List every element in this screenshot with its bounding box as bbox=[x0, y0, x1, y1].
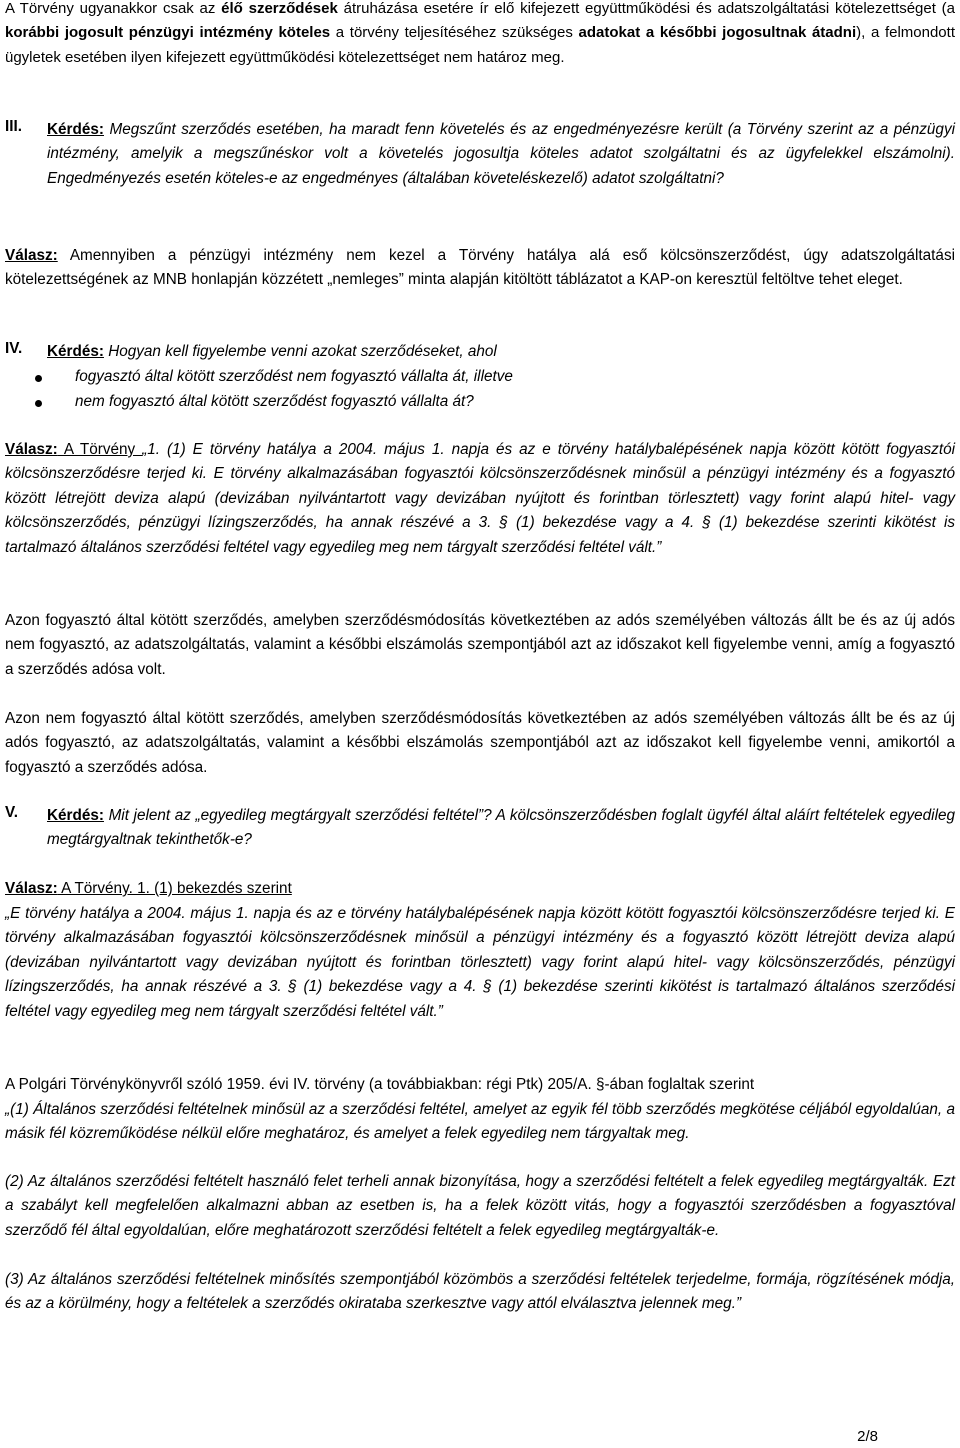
question-label: Kérdés: bbox=[47, 343, 104, 360]
answer-reference: A Törvény bbox=[57, 441, 143, 458]
section-4-question-text: Hogyan kell figyelembe venni azokat szerződéseket, ahol bbox=[103, 343, 497, 360]
question-label: Kérdés: bbox=[47, 121, 104, 138]
ptk-paragraph-1: „(1) Általános szerződési feltételnek minősül az a szerződési feltétel, amelyet az egyik fél több szerződés megkötése céljából egyoldalúan, a másik fél közreműködése nélkül előre meghatároz, és amelyet a felek egyedileg nem tárgyaltak meg. bbox=[5, 1101, 955, 1143]
bullet-icon bbox=[35, 375, 42, 382]
bullet-text: nem fogyasztó által kötött szerződést fogyasztó vállalta át? bbox=[75, 393, 474, 410]
section-3-number: III. bbox=[5, 118, 22, 135]
section-4-question bbox=[5, 340, 955, 364]
intro-bold-3: adatokat a későbbi jogosultnak átadni bbox=[578, 24, 857, 42]
bullet-item bbox=[5, 390, 955, 414]
section-5-question bbox=[5, 804, 955, 853]
section-3-question bbox=[5, 118, 955, 191]
answer-label: Válasz: bbox=[5, 441, 58, 458]
section-4-answer bbox=[5, 438, 955, 560]
section-4-paragraph-1: Azon fogyasztó által kötött szerződés, amelyben szerződésmódosítás következtében az adós személyében változás állt be és az új adós nem fogyasztó, az adatszolgáltatás, valamint a későbbi elszámolás szempontjából azt az időszakot kell figyelembe venni, amíg a fogyasztó a szerződés adósa volt. bbox=[5, 612, 955, 678]
intro-paragraph bbox=[5, 0, 955, 70]
intro-bold-1: élő szerződések bbox=[221, 0, 338, 17]
intro-text-4: ), a felmondott ügyletek esetében ilyen kifejezett együttműködési kötelezettséget nem határoz meg. bbox=[5, 24, 955, 66]
ptk-paragraph-3: (3) Az általános szerződési feltételnek minősítés szempontjából közömbös a szerződési feltételek terjedelme, formája, rögzítésének módja, és az a körülmény, hogy a feltételek a szerződés okirataba szerkesztve vagy attól elválasztva jelennek meg.” bbox=[5, 1271, 955, 1313]
ptk-paragraph-2: (2) Az általános szerződési feltételt használó felet terheli annak bizonyítása, hogy a szerződési feltételt a felek egyedileg megtárgyalták. Ezt a szabályt kell megfelelően alkalmazni abban az esetben is, ha a felek között vitás, hogy a fogyasztói szerződésben a fogyasztóval szerződő fél által egyoldalúan, előre meghatározott szerződési feltételt a felek egyedileg megtárgyalták-e. bbox=[5, 1173, 955, 1239]
section-5-number: V. bbox=[5, 804, 19, 821]
intro-bold-2: korábbi jogosult pénzügyi intézmény köteles bbox=[5, 24, 331, 42]
ptk-intro: A Polgári Törvénykönyvről szóló 1959. évi IV. törvény (a továbbiakban: régi Ptk) 205/A. §-ában foglaltak szerint bbox=[5, 1076, 755, 1093]
answer-label: Válasz: bbox=[5, 880, 58, 897]
section-4-number: IV. bbox=[5, 340, 23, 357]
intro-text-3: a törvény teljesítéséhez szükséges bbox=[330, 24, 579, 42]
bullet-item bbox=[5, 365, 955, 389]
section-4-paragraph-2: Azon nem fogyasztó által kötött szerződés, amelyben szerződésmódosítás következtében az adós személyében változás állt be és az új adós fogyasztó, az adatszolgáltatás, valamint a későbbi elszámolás szempontjából azt az időszakot kell figyelembe venni, amikortól a fogyasztó a szerződés adósa. bbox=[5, 710, 955, 776]
section-3-answer bbox=[5, 244, 955, 293]
answer-label: Válasz: bbox=[5, 247, 58, 264]
intro-text-1: A Törvény ugyanakkor csak az bbox=[5, 0, 222, 17]
answer-quote: „1. (1) E törvény hatálya a 2004. május 1. napja és az e törvény hatálybalépésének napja között kötött fogyasztói kölcsönszerződésre terjed ki. E törvény alkalmazásában fogyasztói kölcsönszerződésnek minősül a pénzügyi intézmény és a fogyasztó között létrejött deviza alapú (devizában nyilvántartott vagy devizában nyújtott és forintban törlesztett) vagy forint alapú hitel- vagy kölcsönszerződés, pénzügyi lízingszerződés, ha annak részévé a 3. § (1) bekezdése vagy a 4. § (1) bekezdése szerinti kikötést is tartalmazó általános szerződési feltétel vagy egyedileg meg nem tárgyalt szerződési feltétel vált.” bbox=[5, 441, 955, 556]
bullet-text: fogyasztó által kötött szerződést nem fogyasztó vállalta át, illetve bbox=[75, 368, 513, 385]
section-3-question-text: Megszűnt szerződés esetében, ha maradt fenn követelés és az engedményezésre került (a Törvény szerint az a pénzügyi intézmény, amelyik a megszűnéskor volt a követelés jogosultja köteles adatot szolgáltatni és az ügyfelekkel elszámolni). Engedményezés esetén köteles-e az engedményes (általában követeléskezelő) adatot szolgáltatni? bbox=[47, 121, 955, 187]
page-number: 2/8 bbox=[857, 1428, 878, 1445]
intro-text-2: átruházása esetére ír elő kifejezett együttműködési és adatszolgáltatási kötelezettséget (a bbox=[337, 0, 955, 17]
section-5-question-text: Mit jelent az „egyedileg megtárgyalt szerződési feltétel”? A kölcsönszerződésben foglalt ügyfél által aláírt feltételek egyedileg megtárgyaltnak tekinthetők-e? bbox=[47, 807, 955, 849]
question-label: Kérdés: bbox=[47, 807, 104, 824]
section-5-answer-heading bbox=[5, 877, 955, 901]
section-5-answer-quote: „E törvény hatálya a 2004. május 1. napja és az e törvény hatálybalépésének napja között kötött fogyasztói kölcsönszerződésre terjed ki. E törvény alkalmazásában fogyasztói kölcsönszerződésnek minősül a pénzügyi intézmény és a fogyasztó között létrejött deviza alapú (devizában nyilvántartott vagy devizában nyújtott és forintban törlesztett) vagy forint alapú hitel- vagy kölcsönszerződés, pénzügyi lízingszerződés, ha annak részévé a 3. § (1) bekezdése vagy a 4. § (1) bekezdése szerinti kikötést is tartalmazó általános szerződési feltétel vagy egyedileg meg nem tárgyalt szerződési feltétel vált.” bbox=[5, 905, 955, 1020]
answer-reference: A Törvény. 1. (1) bekezdés szerint bbox=[57, 880, 292, 897]
bullet-icon bbox=[35, 400, 42, 407]
section-3-answer-text: Amennyiben a pénzügyi intézmény nem kezel a Törvény hatálya alá eső kölcsönszerződést, úgy adatszolgáltatási kötelezettségének az MNB honlapján közzétett „nemleges” minta alapján kitöltött táblázatot a KAP-on keresztül feltöltve tehet eleget. bbox=[5, 247, 955, 289]
